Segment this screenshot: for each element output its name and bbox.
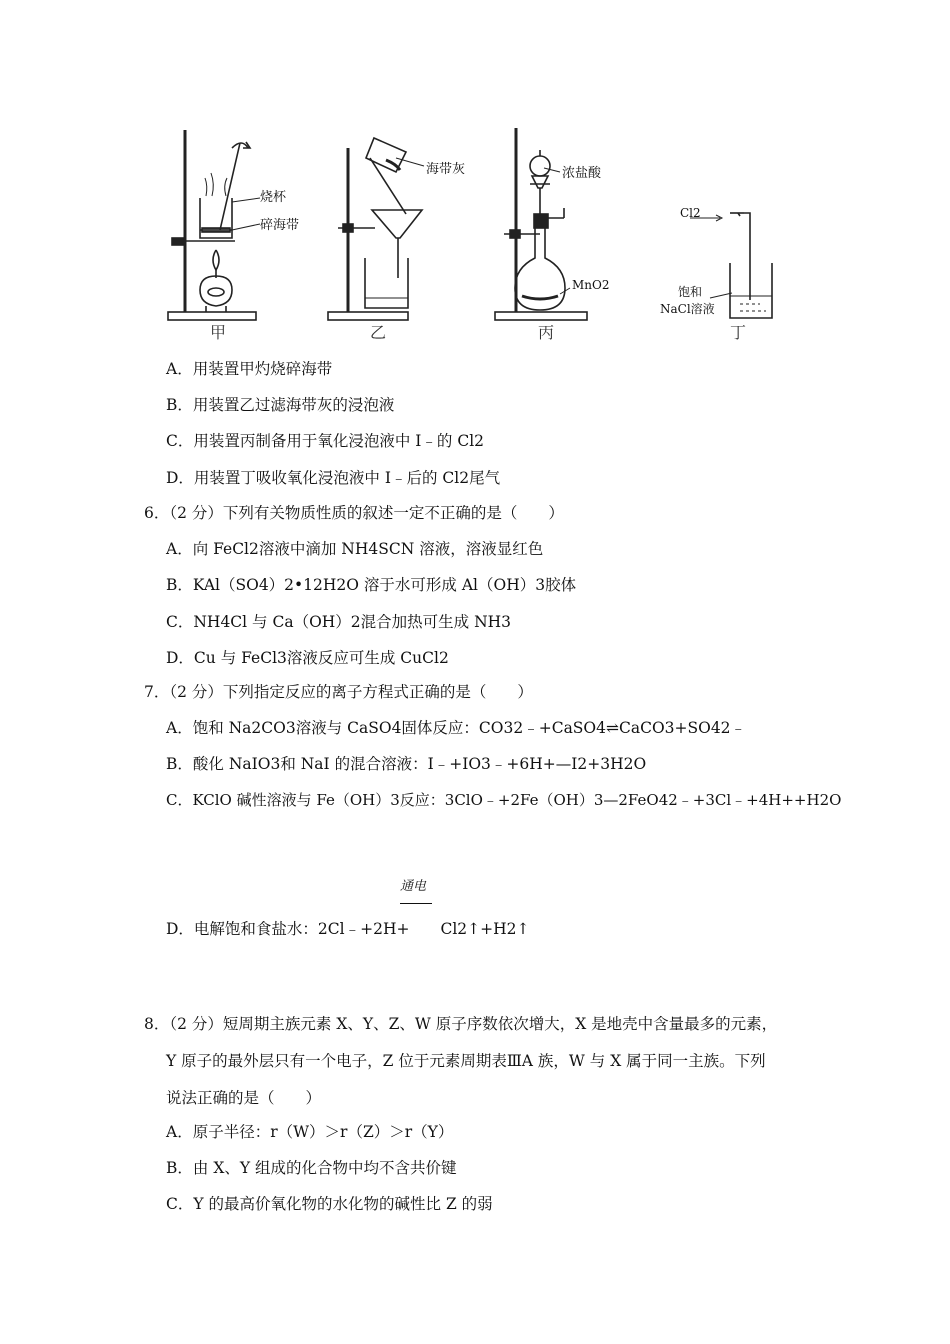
q6-option-c: C．NH4Cl 与 Ca（OH）2混合加热可生成 NH3 [166, 613, 512, 631]
apparatus-figure [160, 118, 800, 348]
q8-stem-line2: Y 原子的最外层只有一个电子，Z 位于元素周期表ⅢA 族，W 与 X 属于同一主族。下列 [166, 1052, 766, 1070]
label-seaweed: 碎海带 [260, 218, 300, 233]
q5-option-c: C．用装置丙制备用于氧化浸泡液中 I﹣的 Cl2 [166, 432, 485, 450]
q5-option-a: A．用装置甲灼烧碎海带 [166, 360, 333, 378]
label-beaker: 烧杯 [260, 190, 287, 205]
caption-ding: 丁 [730, 323, 747, 342]
q8-option-a: A．原子半径：r（W）＞r（Z）＞r（Y） [166, 1123, 454, 1141]
q6-option-b: B．KAl（SO4）2•12H2O 溶于水可形成 Al（OH）3胶体 [166, 576, 577, 594]
q7-option-b: B．酸化 NaIO3和 NaI 的混合溶液：I﹣+IO3﹣+6H+—I2+3H2O [166, 755, 647, 773]
q6-stem: 6．（2 分）下列有关物质性质的叙述一定不正确的是（ ） [144, 504, 564, 522]
caption-yi: 乙 [370, 323, 387, 342]
label-mno2: MnO2 [572, 278, 610, 292]
condition-bar [400, 903, 432, 904]
q5-option-d: D．用装置丁吸收氧化浸泡液中 I﹣后的 Cl2尾气 [166, 469, 501, 487]
caption-bing: 丙 [538, 323, 555, 342]
label-saturated: 饱和 [678, 285, 703, 299]
q6-option-d: D．Cu 与 FeCl3溶液反应可生成 CuCl2 [166, 649, 449, 667]
label-nacl: NaCl溶液 [660, 302, 715, 316]
q6-option-a: A．向 FeCl2溶液中滴加 NH4SCN 溶液，溶液显红色 [166, 540, 544, 558]
electrolysis-condition: 通电 [400, 879, 427, 894]
q8-stem-line1: 8．（2 分）短周期主族元素 X、Y、Z、W 原子序数依次增大，X 是地壳中含量最多的元素， [144, 1015, 778, 1033]
q8-option-b: B．由 X、Y 组成的化合物中均不含共价键 [166, 1159, 457, 1177]
q8-stem-line3: 说法正确的是（ ） [166, 1089, 322, 1107]
q8-option-c: C．Y 的最高价氧化物的水化物的碱性比 Z 的弱 [166, 1195, 493, 1213]
label-ash: 海带灰 [426, 162, 466, 177]
q5-option-b: B．用装置乙过滤海带灰的浸泡液 [166, 396, 395, 414]
caption-jia: 甲 [210, 323, 227, 342]
label-hcl: 浓盐酸 [562, 166, 602, 181]
q7-stem: 7．（2 分）下列指定反应的离子方程式正确的是（ ） [144, 683, 533, 701]
q7-option-c: C．KClO 碱性溶液与 Fe（OH）3反应：3ClO﹣+2Fe（OH）3—2FeO42﹣+3Cl﹣+4H++H2O [166, 791, 842, 809]
q7-option-d: D．电解饱和食盐水：2Cl﹣+2H+ Cl2↑+H2↑ [166, 920, 530, 938]
label-cl2: Cl2 [680, 206, 701, 220]
q7-option-a: A．饱和 Na2CO3溶液与 CaSO4固体反应：CO32﹣+CaSO4⇌CaCO3+SO42﹣ [166, 719, 747, 737]
